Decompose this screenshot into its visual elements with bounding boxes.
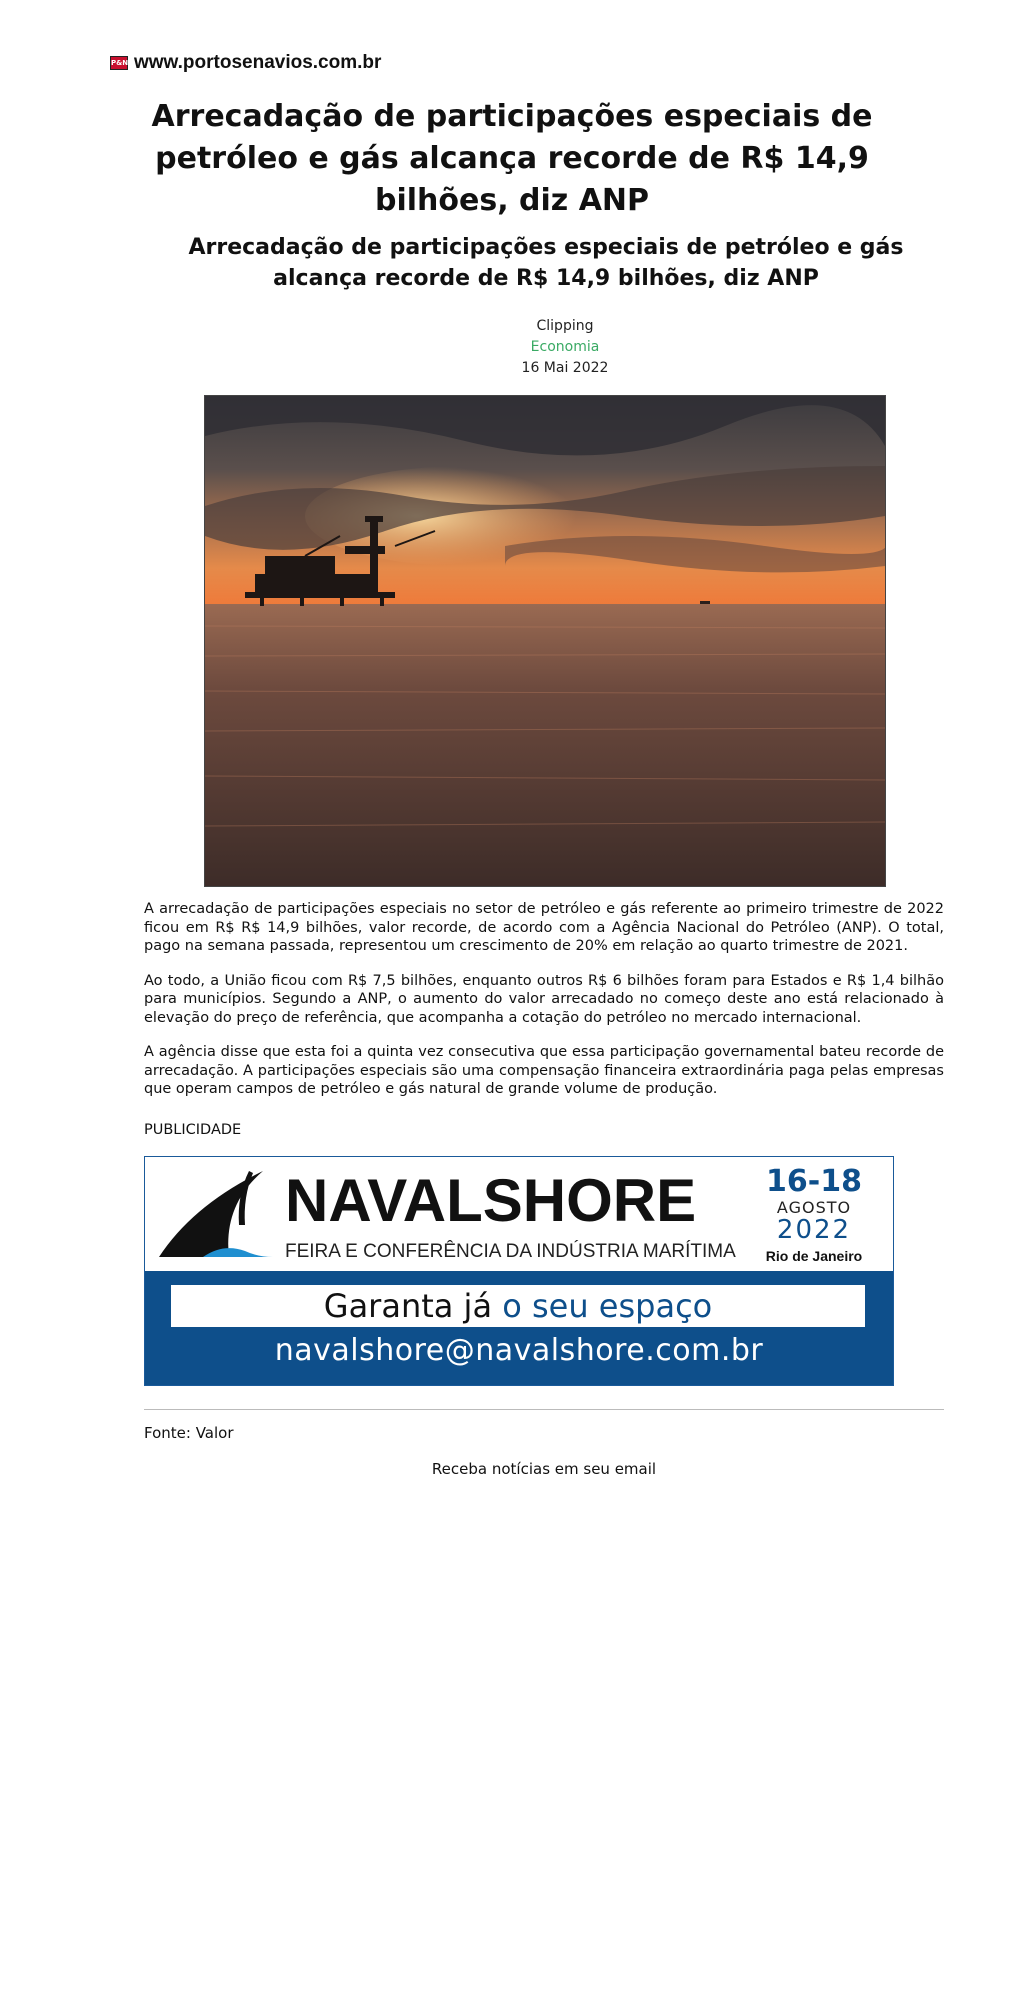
ad-brand: NAVALSHORE: [285, 1167, 697, 1234]
hero-image-offshore-platform: [204, 395, 886, 887]
site-url[interactable]: www.portosenavios.com.br: [134, 52, 382, 73]
article-paragraph: Ao todo, a União ficou com R$ 7,5 bilhões, enquanto outros R$ 6 bilhões foram para Estados e R$ 1,4 bilhão para municípios. Segundo a ANP, o aumento do valor arrecadado no começo deste ano está relacionado à elevação do preço de referência, que acompanha a cotação do petróleo no mercado internacional.: [144, 972, 944, 1026]
article-category[interactable]: Economia: [530, 339, 600, 355]
ad-city: Rio de Janeiro: [765, 1248, 863, 1264]
page-title: Arrecadação de participações especiais de petróleo e gás alcança recorde de R$ 14,9 bilhões, diz ANP: [151, 99, 873, 218]
article-body: [144, 900, 944, 1115]
site-header[interactable]: [110, 52, 381, 74]
publicidade-label: PUBLICIDADE: [144, 1122, 242, 1138]
article-date: 16 Mai 2022: [521, 360, 609, 376]
ad-top-panel: [145, 1157, 893, 1271]
ad-bottom-panel: [145, 1271, 893, 1385]
sunset-sea-illustration: [205, 396, 885, 886]
article-meta: [0, 316, 1024, 379]
navalshore-ad-banner[interactable]: [144, 1156, 894, 1386]
ad-dates: 16-18: [766, 1164, 862, 1199]
article-title: Arrecadação de participações especiais de petróleo e gás alcança recorde de R$ 14,9 bilhões, diz ANP: [188, 235, 904, 291]
navalshore-fin-logo-icon: [153, 1165, 283, 1265]
ad-subtitle: FEIRA E CONFERÊNCIA DA INDÚSTRIA MARÍTIMA: [285, 1241, 736, 1262]
ad-month: AGOSTO: [776, 1198, 852, 1217]
ad-cta-part2: o seu espaço: [502, 1287, 713, 1325]
ad-cta[interactable]: [171, 1285, 865, 1327]
ad-year: 2022: [776, 1215, 852, 1245]
article-paragraph: A arrecadação de participações especiais no setor de petróleo e gás referente ao primeiro trimestre de 2022 ficou em R$ R$ 14,9 bilhões, valor recorde, de acordo com a Agência Nacional do Petróleo (ANP). O total, pago na semana passada, representou um crescimento de 20% em relação ao quarto trimestre de 2021.: [144, 901, 944, 954]
site-logo-icon: P&N: [110, 56, 128, 70]
newsletter-link[interactable]: Receba notícias em seu email: [431, 1460, 657, 1478]
divider: [144, 1409, 944, 1410]
ad-email[interactable]: navalshore@navalshore.com.br: [274, 1333, 764, 1368]
ad-cta-box: [171, 1285, 865, 1327]
article-paragraph: A agência disse que esta foi a quinta vez consecutiva que essa participação governamental bateu recorde de arrecadação. A participações especiais são uma compensação financeira extraordinária paga pelas empresas que operam campos de petróleo e gás natural de grande volume de produção.: [144, 1044, 944, 1097]
article-source: Fonte: Valor: [144, 1424, 234, 1442]
ad-cta-part1: Garanta já: [323, 1287, 493, 1325]
article-section[interactable]: Clipping: [536, 318, 594, 334]
